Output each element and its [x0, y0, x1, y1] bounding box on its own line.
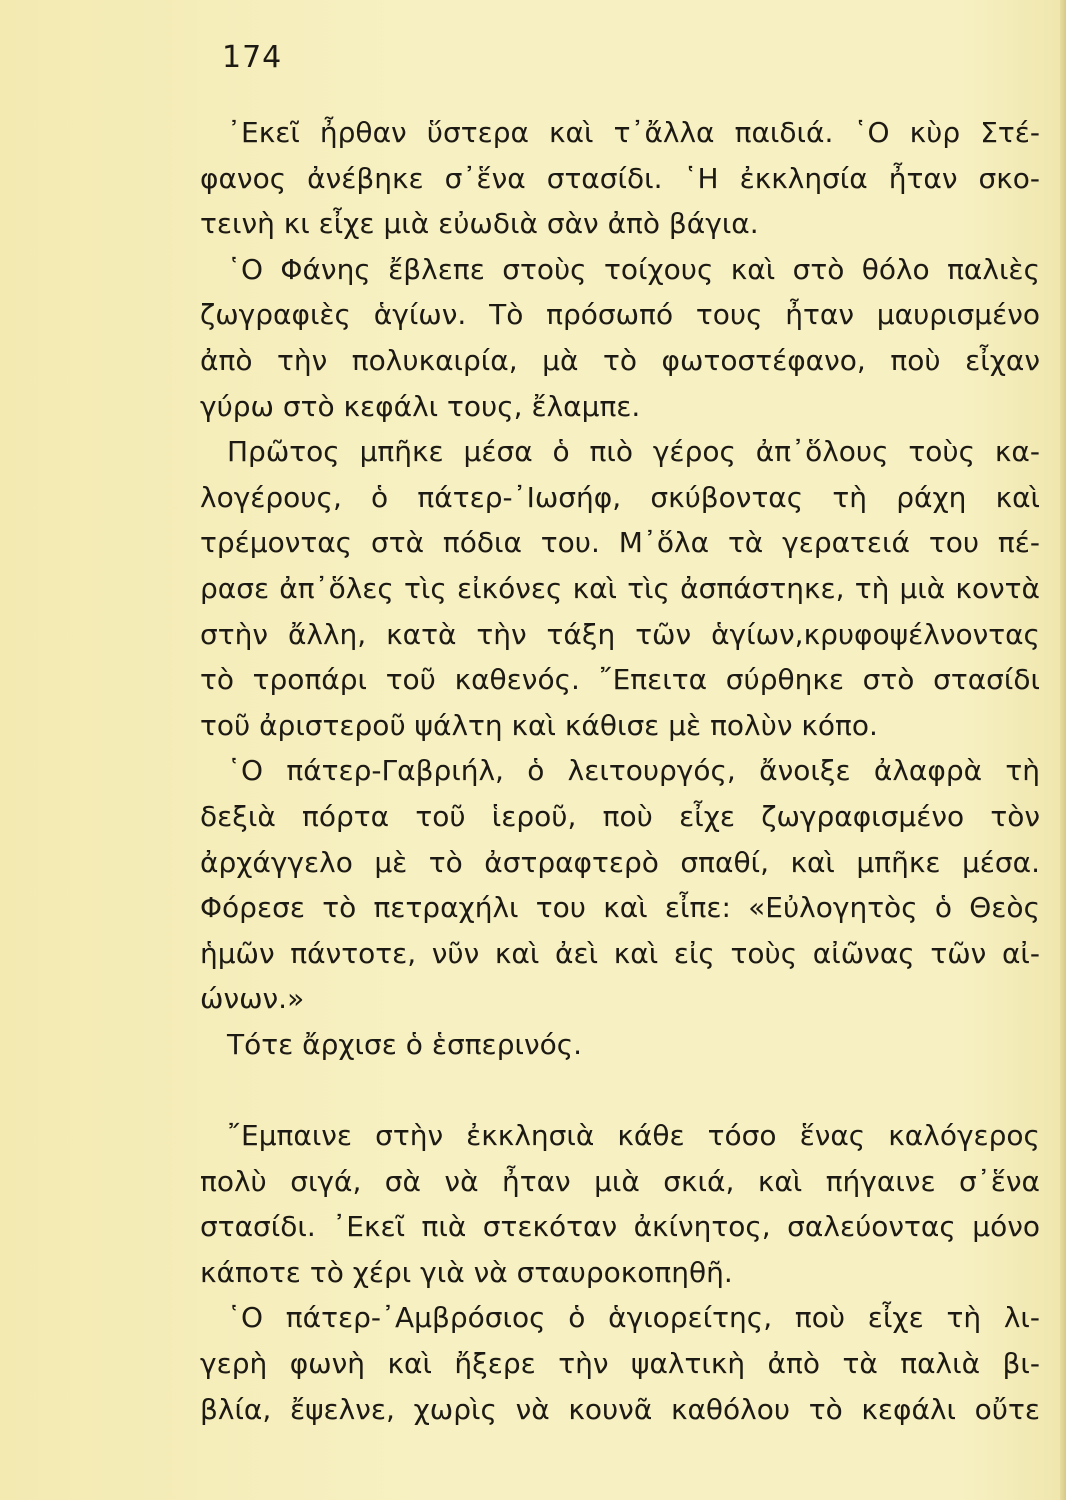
text-line: λογέρους, ὁ πάτερ-᾿Ιωσήφ, σκύβοντας τὴ ράχη καὶ: [200, 480, 1040, 514]
text-line: ώνων.»: [200, 982, 305, 1016]
text-line: στὴν ἄλλη, κατὰ τὴν τάξη τῶν ἁγίων,κρυφοψέλνοντας: [200, 617, 1040, 651]
page-edge: [1060, 0, 1066, 1500]
text-line: Τότε ἄρχισε ὁ ἑσπερινός.: [227, 1027, 583, 1061]
text-line: ῾Ο Φάνης ἔβλεπε στοὺς τοίχους καὶ στὸ θόλο παλιὲς: [227, 252, 1040, 286]
text-line: ῾Ο πάτερ-Γαβριήλ, ὁ λειτουργός, ἄνοιξε ἀλαφρὰ τὴ: [227, 754, 1040, 788]
page-number: 174: [222, 40, 283, 75]
text-line: ἀρχάγγελο μὲ τὸ ἀστραφτερὸ σπαθί, καὶ μπῆκε μέσα.: [200, 845, 1040, 879]
text-line: στασίδι. ᾿Εκεῖ πιὰ στεκόταν ἀκίνητος, σαλεύοντας μόνο: [200, 1210, 1040, 1244]
text-line: ῎Εμπαινε στὴν ἐκκλησιὰ κάθε τόσο ἕνας καλόγερος: [227, 1119, 1040, 1153]
text-line: πολὺ σιγά, σὰ νὰ ἦταν μιὰ σκιά, καὶ πήγαινε σ᾿ἕνα: [200, 1164, 1040, 1198]
text-line: φανος ἀνέβηκε σ᾿ἕνα στασίδι. ῾Η ἐκκλησία ἦταν σκο-: [200, 161, 1040, 195]
text-line: ζωγραφιὲς ἁγίων. Τὸ πρόσωπό τους ἦταν μαυρισμένο: [200, 298, 1040, 332]
text-line: τεινὴ κι εἶχε μιὰ εὐωδιὰ σὰν ἀπὸ βάγια.: [200, 207, 759, 241]
text-line: ῾Ο πάτερ-᾿Αμβρόσιος ὁ ἁγιορείτης, ποὺ εἶχε τὴ λι-: [227, 1301, 1040, 1335]
text-line: ρασε ἀπ᾿ὅλες τὶς εἰκόνες καὶ τὶς ἀσπάστηκε, τὴ μιὰ κοντὰ: [200, 571, 1040, 605]
text-line: τοῦ ἀριστεροῦ ψάλτη καὶ κάθισε μὲ πολὺν κόπο.: [200, 708, 878, 742]
text-line: Πρῶτος μπῆκε μέσα ὁ πιὸ γέρος ἀπ᾿ὅλους τοὺς κα-: [227, 435, 1040, 469]
text-line: ᾿Εκεῖ ἦρθαν ὕστερα καὶ τ᾿ἄλλα παιδιά. ῾Ο κὺρ Στέ-: [227, 116, 1040, 149]
text-line: βλία, ἔψελνε, χωρὶς νὰ κουνᾶ καθόλου τὸ κεφάλι οὔτε: [200, 1392, 1040, 1426]
text-line: ἀπὸ τὴν πολυκαιρία, μὰ τὸ φωτοστέφανο, ποὺ εἶχαν: [200, 343, 1040, 377]
text-line: γύρω στὸ κεφάλι τους, ἔλαμπε.: [200, 389, 641, 423]
paragraph-gap: [200, 1067, 1040, 1113]
text-line: γερὴ φωνὴ καὶ ἤξερε τὴν ψαλτικὴ ἀπὸ τὰ παλιὰ βι-: [200, 1347, 1040, 1381]
text-line: ἡμῶν πάντοτε, νῦν καὶ ἀεὶ καὶ εἰς τοὺς αἰῶνας τῶν αἰ-: [200, 936, 1040, 970]
body-text: [200, 110, 1040, 1432]
text-line: δεξιὰ πόρτα τοῦ ἱεροῦ, ποὺ εἶχε ζωγραφισμένο τὸν: [200, 799, 1040, 833]
text-line: τρέμοντας στὰ πόδια του. Μ᾿ὅλα τὰ γερατειά του πέ-: [200, 526, 1040, 560]
text-line: τὸ τροπάρι τοῦ καθενός. ῎Επειτα σύρθηκε στὸ στασίδι: [200, 663, 1040, 697]
text-line: Φόρεσε τὸ πετραχήλι του καὶ εἶπε: «Εὐλογητὸς ὁ Θεὸς: [200, 891, 1040, 925]
text-line: κάποτε τὸ χέρι γιὰ νὰ σταυροκοπηθῆ.: [200, 1255, 733, 1289]
